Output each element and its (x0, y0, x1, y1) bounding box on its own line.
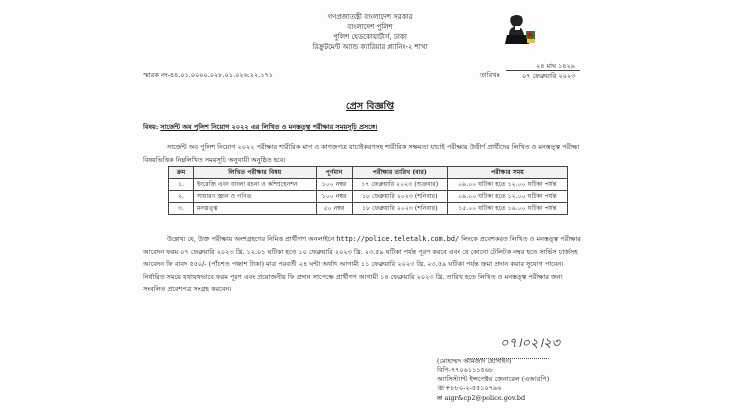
cell-subject: সাধারণ জ্ঞান ও গণিত (194, 191, 317, 203)
cell-time: ০৯.০০ ঘটিকা হতে ১২.০০ ঘটিকা পর্যন্ত (447, 179, 567, 191)
col-date: পরীক্ষার তারিখ (বার) (352, 167, 447, 179)
date-bangla: ২৪ মাঘ ১৪২৯ (536, 62, 575, 70)
cell-date: ১৮ ফেব্রুয়ারি ২০২৩ (শনিবার) (352, 191, 447, 203)
memo-number: স্মারক নং-৪৪.০১.০০০০.০২৮.০১.০২৬.২২.১৭১ (143, 71, 273, 79)
notice-part1: উল্লেখ্য যে, উক্ত পরীক্ষায় অংশগ্রহণের নিমিত্ত প্রার্থীগণ অনলাইনে (167, 235, 335, 243)
cell-time: ১৫.০০ ঘটিকা হতে ১৬.০০ ঘটিকা পর্যন্ত (447, 203, 567, 215)
notice-paragraph (143, 233, 583, 296)
header-hq: পুলিশ হেডকোয়ার্টার্স, ঢাকা (333, 33, 407, 41)
signatory-email (437, 394, 525, 402)
col-marks: পূর্ণমান (316, 167, 352, 179)
cell-serial: ১. (169, 179, 194, 191)
notice-part2: লিংকে প্রবেশকরত লিখিত ও মনস্তত্ত্ব পরীক্ষার আবেদন ফরম ০৭ ফেব্রুয়ারি ২০২৩ খ্রি. ১২.০১ ঘটিকা হতে ১০ ফেব্রুয়ারি ২০২৩ খ্রি. ২৩.৫৯ ঘটিকা পর্যন্ত পূরণ করবে এবং যে কোনো টেলিটক নম্বর হতে সার্ভিস চার্জসহ আবেদন ফি বাবদ ৫৫০/- (পাঁচশত পঞ্চাশ টাকা) মাত্র পরবর্তী ২৪ ঘন্টা অর্থাৎ আগামী ১১ ফেব্রুয়ারি ২০২৩ খ্রি. ২৩.৫৯ ঘটিকা পর্যন্ত জমা প্রদান করার সুযোগ পাবেন। নির্ধারিত সময়ে যথাযথভাবে ফরম পূরণ এবং প্রয়োজনীয় ফি প্রদান সাপেক্ষে প্রার্থীগণ আগামী ১৪ ফেব্রুয়ারি ২০২৩ খ্রি. তারিখ হতে লিখিত ও মনস্তত্ত্ব পরীক্ষার জন্য সংবলিত প্রবেশপত্র সংগ্রহ করবেন। (143, 235, 581, 293)
signatory-name: (মোহাম্মদ আমজাদ হোসাইন) (437, 357, 512, 365)
col-serial: ক্রম (169, 167, 194, 179)
table-row (169, 203, 568, 215)
handwritten-signature: ০৭।০২।২৩ (500, 336, 561, 351)
email-icon: ✉ (437, 394, 443, 402)
email-link[interactable]: aigr&cp2@police.gov.bd (444, 394, 526, 402)
header-branch: রিক্রুটমেন্ট অ্যান্ড ক্যারিয়ার প্ল্যানিং-২ শাখা (312, 43, 428, 51)
cell-serial: ২. (169, 191, 194, 203)
subject-label: বিষয়: (143, 123, 159, 131)
signatory-designation: অ্যাসিস্ট্যান্ট ইন্সপেক্টর জেনারেল (এআরপি) (437, 375, 550, 383)
col-subject: লিখিত পরীক্ষার বিষয় (194, 167, 317, 179)
cell-time: ০৯.০০ ঘটিকা হতে ১২.০০ ঘটিকা পর্যন্ত (447, 191, 567, 203)
date-english: ০৭ ফেব্রুয়ারি ২০২৩ (522, 72, 576, 80)
intro-paragraph: সার্জেন্ট অব পুলিশ নিয়োগ ২০২২ পরীক্ষার শারীরিক মাপ ও কাগজপত্র যাচাইকরণসহ শারীরিক সক্ষমতা যাচাই পরীক্ষায় উত্তীর্ণ প্রার্থীদের লিখিত ও মনস্তত্ত্ব পরীক্ষা বিষয়ভিত্তিক নিম্নলিখিত সময়সূচি অনুযায়ী অনুষ্ঠিত হবে। (143, 143, 580, 164)
date-label: তারিখঃ (480, 71, 500, 79)
table-row (169, 191, 568, 203)
cell-serial: ৩. (169, 203, 194, 215)
cell-subject: মনস্তত্ত্ব (194, 203, 317, 215)
signatory-id: বিপি-৭৭০৬১১১৫৬৮ (437, 366, 494, 374)
col-time: পরীক্ষার সময় (447, 167, 567, 179)
header-govt: গণপ্রজাতন্ত্রী বাংলাদেশ সরকার (327, 13, 413, 21)
cell-date: ১৭ ফেব্রুয়ারি ২০২৩ (শুক্রবার) (352, 179, 447, 191)
page-title: প্রেস বিজ্ঞপ্তি (345, 101, 395, 112)
date-divider (506, 70, 580, 71)
cell-marks: ১০০ নম্বর (316, 191, 352, 203)
table-header-row (169, 167, 568, 179)
table-row (169, 179, 568, 191)
cell-marks: ১০০ নম্বর (316, 179, 352, 191)
header-police: বাংলাদেশ পুলিশ (347, 23, 393, 31)
exam-schedule-table (168, 166, 568, 215)
cell-date: ১৮ ফেব্রুয়ারি ২০২৩ (শনিবার) (352, 203, 447, 215)
cell-subject: ইংরেজি এবং বাংলা রচনা ও কম্প্রিহেনশন (194, 179, 317, 191)
subject-line (143, 123, 377, 131)
cell-marks: ৫০ নম্বর (316, 203, 352, 215)
signatory-phone: ☏+৮৮০-২-৫৫১০৭৯৬ (437, 384, 502, 392)
mujib-100-logo (497, 13, 539, 47)
teletalk-link[interactable]: http://police.teletalk.com.bd/ (336, 235, 460, 243)
subject-text: সার্জেন্ট অব পুলিশ নিয়োগ ২০২২ এর লিখিত ও মনস্তত্ত্ব পরীক্ষার সময়সূচি প্রসঙ্গে। (160, 123, 378, 131)
